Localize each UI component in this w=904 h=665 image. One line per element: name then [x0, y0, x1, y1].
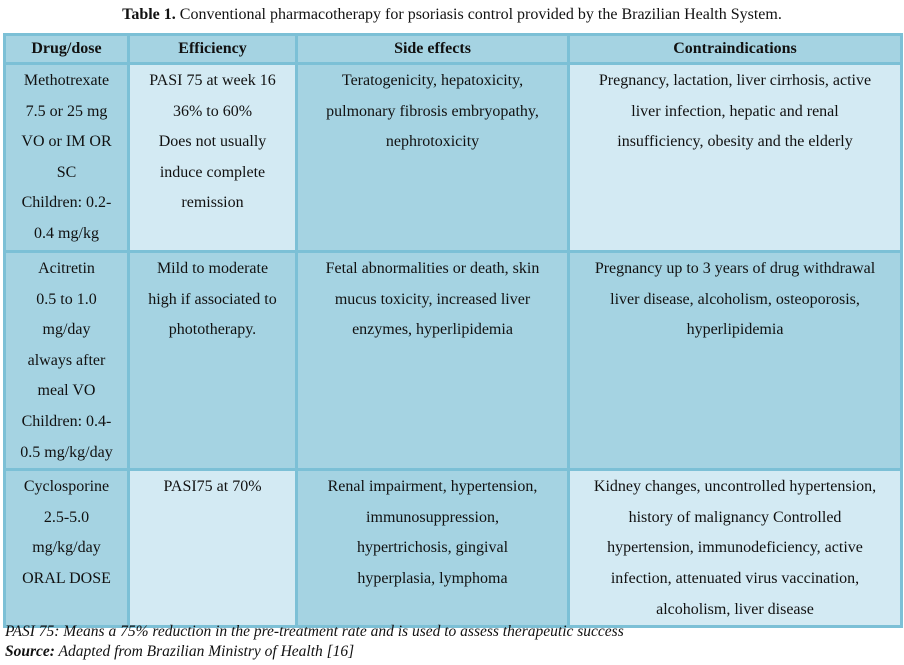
header-side-effects: Side effects	[297, 35, 569, 64]
source-text: Adapted from Brazilian Ministry of Health [16]	[54, 643, 355, 660]
cell-line: liver infection, hepatic and renal	[631, 102, 839, 120]
cell-line: high if associated to	[148, 290, 277, 308]
cell-line: SC	[56, 163, 77, 181]
table-row-methotrexate	[5, 64, 902, 252]
cell-line: enzymes, hyperlipidemia	[352, 321, 513, 339]
cell-line: hyperplasia, lymphoma	[357, 569, 508, 587]
cell-line: 36% to 60%	[172, 102, 253, 120]
header-contraindications: Contraindications	[569, 35, 902, 64]
cell-drug-dose	[5, 470, 129, 627]
cell-line: history of malignancy Controlled	[628, 508, 842, 526]
source-label: Source:	[5, 643, 55, 660]
cell-line: immunosuppression,	[366, 508, 499, 526]
cell-line: Children: 0.2-	[21, 194, 112, 212]
footnote-source	[5, 642, 354, 661]
cell-line: 0.5 mg/kg/day	[20, 443, 113, 461]
cell-line: 7.5 or 25 mg	[25, 102, 108, 120]
cell-line: Renal impairment, hypertension,	[327, 478, 538, 496]
cell-line: liver disease, alcoholism, osteoporosis,	[610, 290, 860, 308]
table-row-cyclosporine	[5, 470, 902, 627]
cell-line: Does not usually	[158, 133, 267, 151]
cell-line: hyperlipidemia	[686, 321, 784, 339]
pharmacotherapy-table	[3, 33, 903, 628]
cell-line: Teratogenicity, hepatoxicity,	[341, 72, 524, 89]
cell-line: pulmonary fibrosis embryopathy,	[326, 102, 539, 120]
header-efficiency: Efficiency	[129, 35, 297, 64]
cell-efficiency	[129, 470, 297, 627]
cell-line: PASI75 at 70%	[163, 478, 262, 496]
cell-side-effects	[297, 64, 569, 252]
cell-line: Acitretin	[38, 260, 95, 277]
cell-line: 2.5-5.0	[43, 508, 90, 526]
cell-line: Pregnancy, lactation, liver cirrhosis, active	[598, 72, 872, 89]
cell-line: VO or IM OR	[21, 133, 112, 151]
cell-line: 0.5 to 1.0	[36, 290, 97, 308]
cell-drug-dose	[5, 64, 129, 252]
cell-line: mg/kg/day	[32, 539, 101, 557]
caption-text: Conventional pharmacotherapy for psoriasis control provided by the Brazilian Health System.	[175, 6, 782, 23]
cell-line: PASI 75 at week 16	[149, 72, 276, 89]
cell-line: Pregnancy up to 3 years of drug withdrawal	[594, 260, 876, 277]
cell-contraindications	[569, 252, 902, 470]
cell-line: always after	[27, 351, 106, 369]
table-row-acitretin	[5, 252, 902, 470]
cell-line: meal VO	[37, 382, 96, 400]
header-row	[5, 35, 902, 64]
cell-line: Methotrexate	[23, 72, 110, 89]
table-caption	[0, 5, 904, 25]
cell-efficiency	[129, 64, 297, 252]
cell-contraindications	[569, 64, 902, 252]
cell-line: Mild to moderate	[156, 260, 269, 277]
cell-line: Cyclosporine	[23, 478, 110, 496]
cell-efficiency	[129, 252, 297, 470]
cell-line: Fetal abnormalities or death, skin	[325, 260, 540, 277]
cell-line: 0.4 mg/kg	[34, 224, 99, 242]
cell-line: mg/day	[42, 321, 91, 339]
cell-side-effects	[297, 252, 569, 470]
cell-line: Kidney changes, uncontrolled hypertension,	[593, 478, 877, 496]
header-drug-dose: Drug/dose	[5, 35, 129, 64]
cell-line: remission	[181, 194, 244, 212]
cell-line: nephrotoxicity	[385, 133, 480, 151]
cell-line: hypertrichosis, gingival	[356, 539, 509, 557]
footnote-pasi: PASI 75: Means a 75% reduction in the pre-treatment rate and is used to assess therapeutic success	[5, 623, 624, 640]
cell-line: alcoholism, liver disease	[656, 600, 814, 618]
cell-drug-dose	[5, 252, 129, 470]
cell-line: induce complete	[159, 163, 266, 181]
cell-line: infection, attenuated virus vaccination,	[610, 569, 860, 587]
cell-line: insufficiency, obesity and the elderly	[617, 133, 853, 151]
cell-contraindications	[569, 470, 902, 627]
caption-label: Table 1.	[122, 6, 176, 23]
cell-line: mucus toxicity, increased liver	[334, 290, 531, 308]
cell-line: Children: 0.4-	[21, 412, 112, 430]
cell-line: ORAL DOSE	[22, 569, 111, 587]
cell-side-effects	[297, 470, 569, 627]
cell-line: phototherapy.	[168, 321, 257, 339]
cell-line: hypertension, immunodeficiency, active	[607, 539, 863, 557]
